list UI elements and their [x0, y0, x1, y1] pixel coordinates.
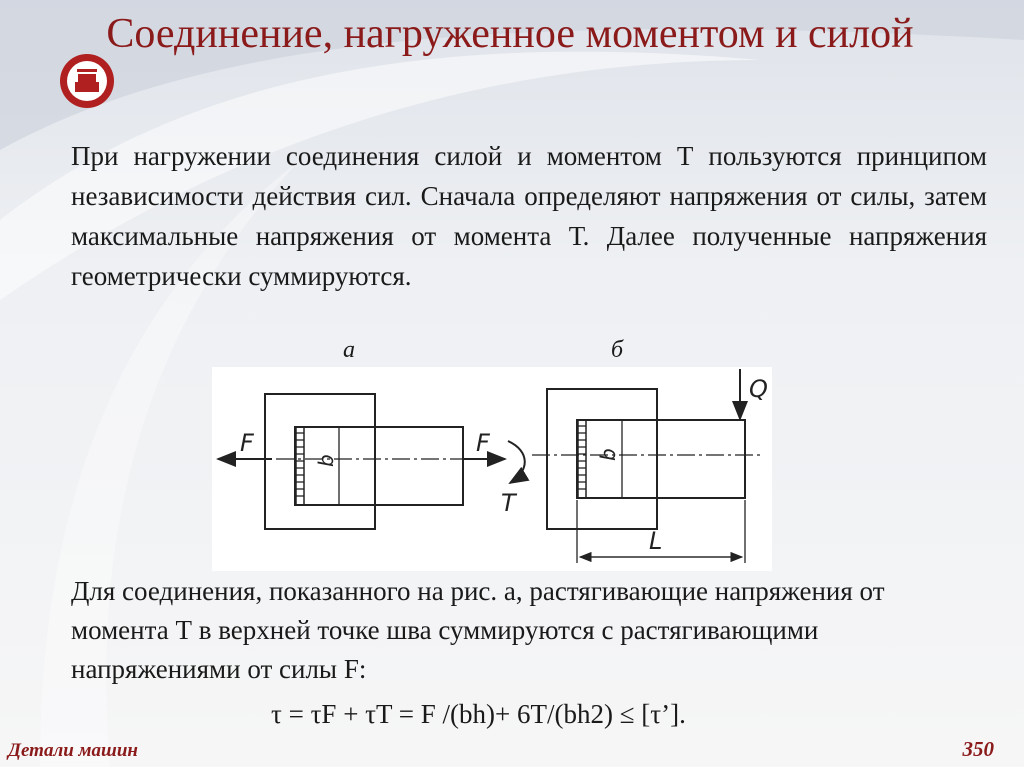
diagram-a: [218, 394, 525, 529]
diagram-b: [532, 369, 764, 563]
university-logo: [58, 52, 116, 110]
label-b-a: b: [314, 454, 338, 467]
label-L: L: [649, 527, 663, 555]
joint-diagram: [212, 367, 772, 571]
stress-formula: τ = τF + τT = F /(bh)+ 6T/(bh2) ≤ [τ’].: [271, 699, 686, 729]
intro-paragraph: При нагружении соединения силой и моментом Т пользуются принципом независимости действия сил. Сначала определяют напряжения от силы, затем максимальные напряжения от момента Т. Далее полученные напряжения геометрически суммируются.: [71, 141, 987, 291]
course-name: Детали машин: [8, 740, 138, 761]
figure-label-a: а: [343, 337, 355, 363]
slide-title: Соединение, нагруженное моментом и силой: [106, 11, 914, 57]
figure-label-b: б: [611, 337, 624, 363]
page-number: 350: [962, 737, 994, 761]
label-F-right: F: [476, 429, 490, 457]
label-T: T: [501, 489, 516, 517]
label-F-left: F: [240, 429, 254, 457]
explanation-paragraph: Для соединения, показанного на рис. а, растягивающие напряжения от момента Т в верхней точке шва суммируются с растягивающими напряжениями от силы F:: [71, 576, 885, 684]
label-Q: Q: [749, 375, 768, 403]
label-b-b: b: [596, 448, 620, 461]
